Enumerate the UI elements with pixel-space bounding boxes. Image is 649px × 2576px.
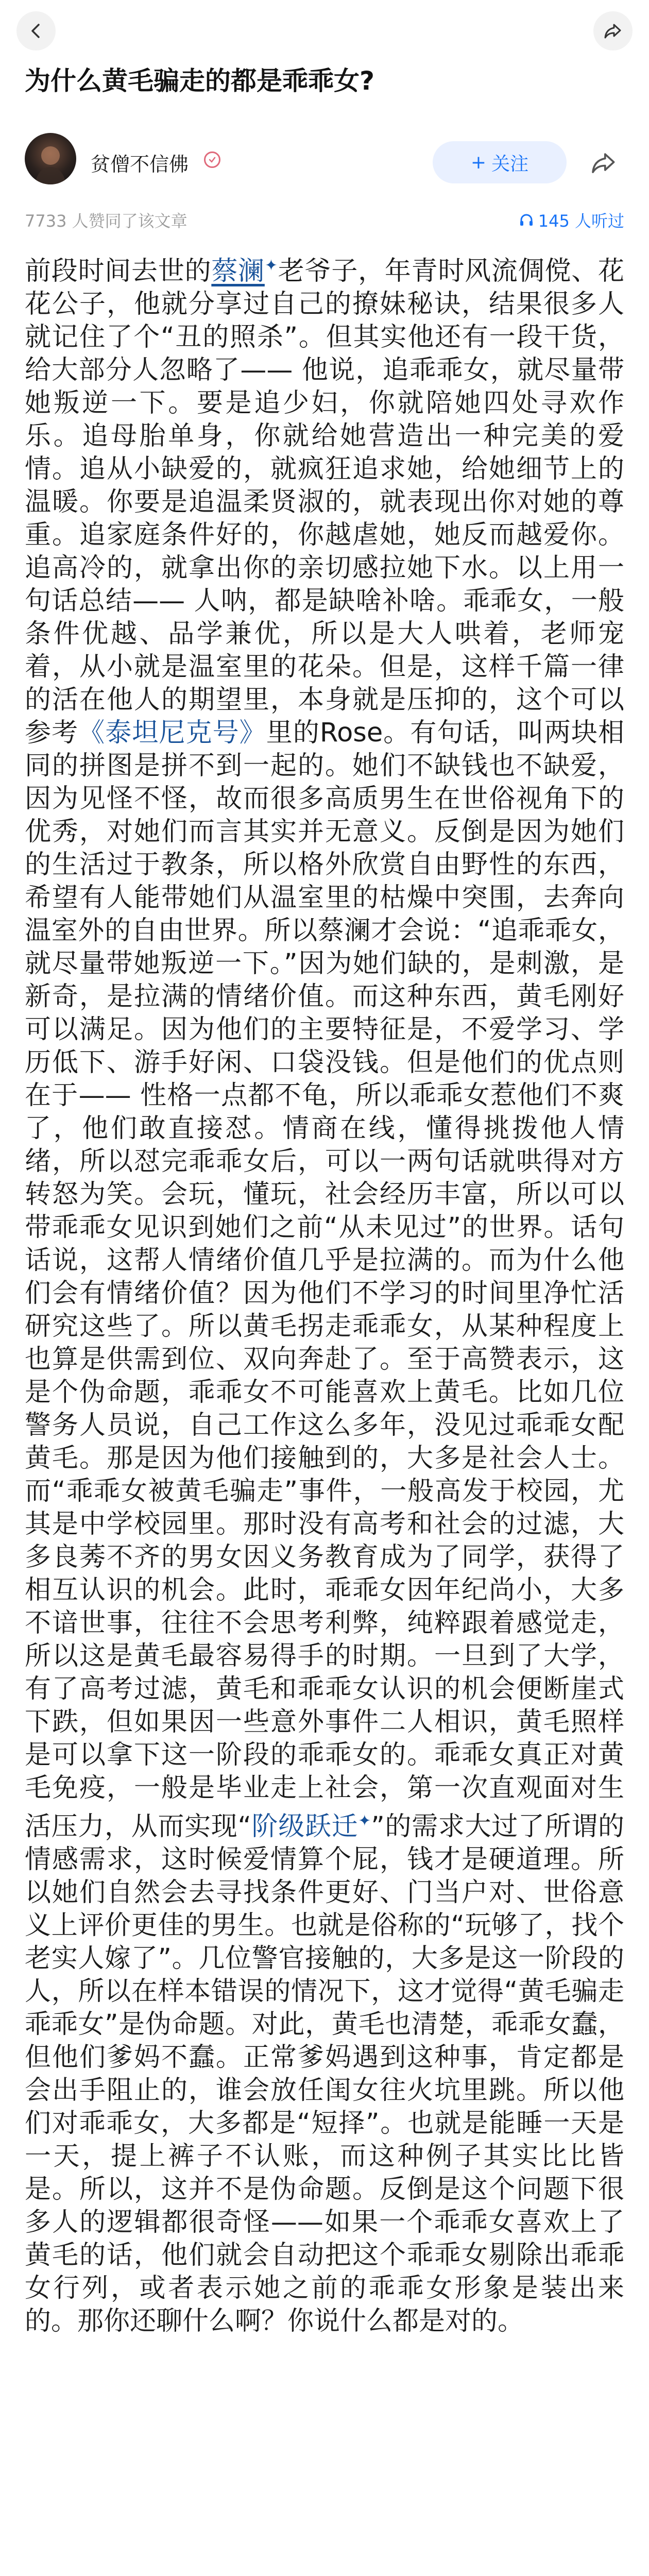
- article-text: 前段时间去世的: [25, 256, 212, 286]
- verified-badge-icon: [204, 151, 220, 168]
- article-title: 为什么黄毛骗走的都是乖乖女?: [25, 66, 375, 96]
- avatar[interactable]: [25, 133, 76, 184]
- share-icon: [603, 21, 623, 41]
- article-text: 老爷子，年青时风流倜傥、花花公子，他就分享过自己的撩妹秘诀，结果很多人就记住了个“丑的照杀”。但其实他还有一段干货，给大部分人忽略了—— 他说，追乖乖女，就尽量带她叛逆一下。要是追少妇，你就陪她四处寻欢作乐。追母胎单身，你就给她营造出一种完美的爱情。追从小缺爱的，就疯狂追求她，给她细节上的温暖。你要是追温柔贤淑的，就表现出你对她的尊重。追家庭条件好的，你越虐她，她反而越爱你。追高冷的，就拿出你的亲切感拉她下水。以上用一句话总结—— 人呐，都是缺啥补啥。乖乖女，一般条件优越、品学兼优，所以是大人哄着，老师宠着，从小就是温室里的花朵。但是，这样千篇一律的活在他人的期望里，本身就是压抑的，这个可以参考: [25, 256, 624, 748]
- follow-button[interactable]: [433, 141, 567, 183]
- link-cai-lan[interactable]: 蔡澜: [211, 256, 265, 286]
- plus-icon: +: [470, 151, 487, 173]
- link-class-leap[interactable]: 阶级跃迁: [251, 1811, 358, 1842]
- article-text: ”的需求大过了所谓的情感需求，这时候爱情算个屁，钱才是硬道理。所以她们自然会去寻找条件更好、门当户对、世俗意义上评价更佳的男生。也就是俗称的“玩够了，找个老实人嫁了”。几位警官接触的，大多是这一阶段的人，所以在样本错误的情况下，这才觉得“黄毛骗走乖乖女”是伪命题。对此，黄毛也清楚，乖乖女蠢，但他们爹妈不蠢。正常爹妈遇到这种事，肯定都是会出手阻止的，谁会放任闺女往火坑里跳。所以他们对乖乖女，大多都是“短择”。也就是能睡一天是一天，提上裤子不认账，而这种例子其实比比皆是。所以，这并不是伪命题。反倒是这个问题下很多人的逻辑都很奇怪——如果一个乖乖女喜欢上了黄毛的话，他们就会自动把这个乖乖女剔除出乖乖女行列，或者表示她之前的乖乖女形象是装出来的。那你还聊什么啊？你说什么都是对的。: [25, 1811, 624, 2336]
- article-body: [25, 249, 624, 2338]
- back-button[interactable]: [16, 11, 56, 50]
- share-button[interactable]: [593, 11, 633, 50]
- author-name[interactable]: 贫僧不信佛: [91, 153, 189, 176]
- avatar-image: [25, 133, 76, 184]
- listen-count: 145 人听过: [538, 211, 624, 231]
- sparkle-icon: ✦: [358, 1812, 371, 1830]
- likes-count: 7733 人赞同了该文章: [25, 211, 187, 231]
- top-bar: [0, 0, 649, 62]
- link-titanic[interactable]: 《泰坦尼克号》: [78, 718, 266, 748]
- follow-label: 关注: [491, 153, 529, 175]
- listen-button[interactable]: [519, 208, 624, 232]
- author-row: [25, 128, 624, 190]
- headphones-icon: [519, 212, 534, 228]
- back-arrow-icon: [27, 22, 45, 40]
- sparkle-icon: ✦: [264, 257, 278, 275]
- meta-row: [25, 206, 624, 232]
- article-text: 里的Rose。有句话，叫两块相同的拼图是拼不到一起的。她们不缺钱也不缺爱，因为见怪不怪，故而很多高质男生在世俗视角下的优秀，对她们而言其实并无意义。反倒是因为她们的生活过于教条，所以格外欣赏自由野性的东西，希望有人能带她们从温室里的枯燥中突围，去奔向温室外的自由世界。所以蔡澜才会说：“追乖乖女，就尽量带她叛逆一下。”因为她们缺的，是刺激，是新奇，是拉满的情绪价值。而这种东西，黄毛刚好可以满足。因为他们的主要特征是，不爱学习、学历低下、游手好闲、口袋没钱。但是他们的优点则在于—— 性格一点都不龟，所以乖乖女惹他们不爽了，他们敢直接怼。情商在线，懂得挑拨他人情绪，所以怼完乖乖女后，可以一两句话就哄得对方转怒为笑。会玩，懂玩，社会经历丰富，所以可以带乖乖女见识到她们之前“从未见过”的世界。话句话说，这帮人情绪价值几乎是拉满的。而为什么他们会有情绪价值？因为他们不学习的时间里净忙活研究这些了。所以黄毛拐走乖乖女，从某种程度上也算是供需到位、双向奔赴了。至于高赞表示，这是个伪命题，乖乖女不可能喜欢上黄毛。比如几位警务人员说，自己工作这么多年，没见过乖乖女配黄毛。那是因为他们接触到的，大多是社会人士。而“乖乖女被黄毛骗走”事件，一般高发于校园，尤其是中学校园里。那时没有高考和社会的过滤，大多良莠不齐的男女因义务教育成为了同学，获得了相互认识的机会。此时，乖乖女因年纪尚小，大多不谙世事，往往不会思考利弊，纯粹跟着感觉走，所以这是黄毛最容易得手的时期。一旦到了大学，有了高考过滤，黄毛和乖乖女认识的机会便断崖式下跌，但如果因一些意外事件二人相识，黄毛照样是可以拿下这一阶段的乖乖女的。乖乖女真正对黄毛免疫，一般是毕业走上社会，第一次直观面对生活压力，从而实现“: [25, 718, 624, 1842]
- article-paragraph: [25, 249, 624, 2338]
- share-icon[interactable]: [589, 148, 618, 177]
